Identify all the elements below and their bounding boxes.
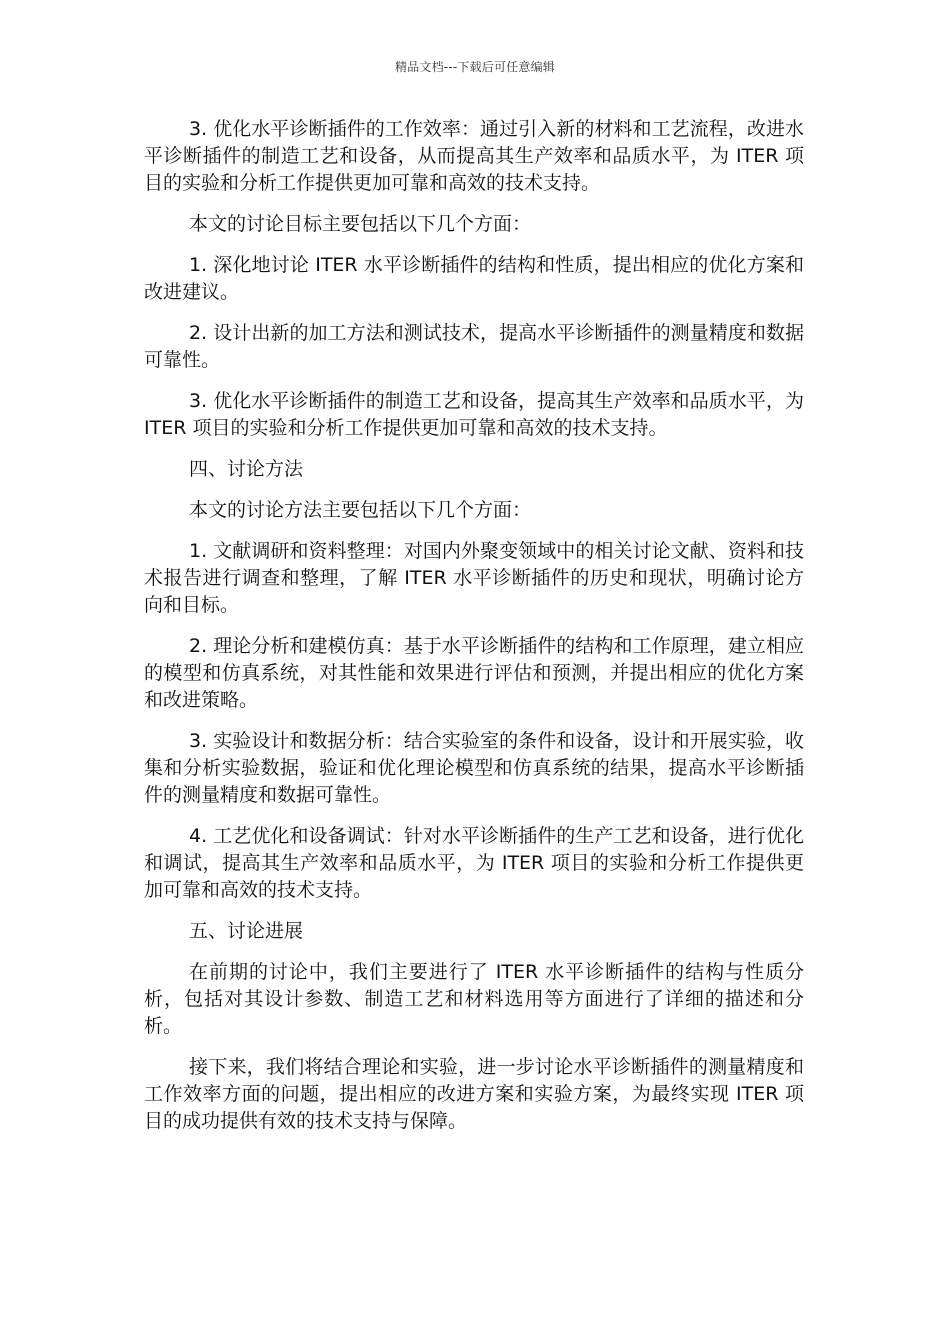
paragraph-progress-1: 在前期的讨论中，我们主要进行了 ITER 水平诊断插件的结构与性质分析，包括对其设计参数、制造工艺和材料选用等方面进行了详细的描述和分析。 [144,961,804,1037]
page-header: 精品文档---下载后可任意编辑 [395,60,555,74]
paragraph-goal-3: 3. 优化水平诊断插件的制造工艺和设备，提高其生产效率和品质水平，为 ITER 项目的实验和分析工作提供更加可靠和高效的技术支持。 [144,390,804,439]
paragraph-goal-1: 1. 深化地讨论 ITER 水平诊断插件的结构和性质，提出相应的优化方案和改进建议。 [144,254,804,303]
paragraph-goals-intro: 本文的讨论目标主要包括以下几个方面： [189,213,532,235]
paragraph-method-4: 4. 工艺优化和设备调试：针对水平诊断插件的生产工艺和设备，进行优化和调试，提高其生产效率和品质水平，为 ITER 项目的实验和分析工作提供更加可靠和高效的技术支持。 [144,825,804,901]
paragraph-goal-2: 2. 设计出新的加工方法和测试技术，提高水平诊断插件的测量精度和数据可靠性。 [144,322,804,371]
paragraph-progress-2: 接下来，我们将结合理论和实验，进一步讨论水平诊断插件的测量精度和工作效率方面的问题，提出相应的改进方案和实验方案，为最终实现 ITER 项目的成功提供有效的技术支持与保障。 [144,1056,804,1132]
section-heading-progress: 五、讨论进展 [189,920,304,942]
document-body [144,116,804,1149]
paragraph-method-3: 3. 实验设计和数据分析：结合实验室的条件和设备，设计和开展实验，收集和分析实验数据，验证和优化理论模型和仿真系统的结果，提高水平诊断插件的测量精度和数据可靠性。 [144,730,804,806]
section-heading-methods: 四、讨论方法 [189,458,304,480]
paragraph-methods-intro: 本文的讨论方法主要包括以下几个方面： [189,499,532,521]
paragraph-method-2: 2. 理论分析和建模仿真：基于水平诊断插件的结构和工作原理，建立相应的模型和仿真系统，对其性能和效果进行评估和预测，并提出相应的优化方案和改进策略。 [144,635,804,711]
paragraph-goal-3-efficiency: 3. 优化水平诊断插件的工作效率：通过引入新的材料和工艺流程，改进水平诊断插件的制造工艺和设备，从而提高其生产效率和品质水平，为 ITER 项目的实验和分析工作提供更加可靠和高效的技术支持。 [144,118,804,194]
paragraph-method-1: 1. 文献调研和资料整理：对国内外聚变领域中的相关讨论文献、资料和技术报告进行调查和整理，了解 ITER 水平诊断插件的历史和现状，明确讨论方向和目标。 [144,540,804,616]
